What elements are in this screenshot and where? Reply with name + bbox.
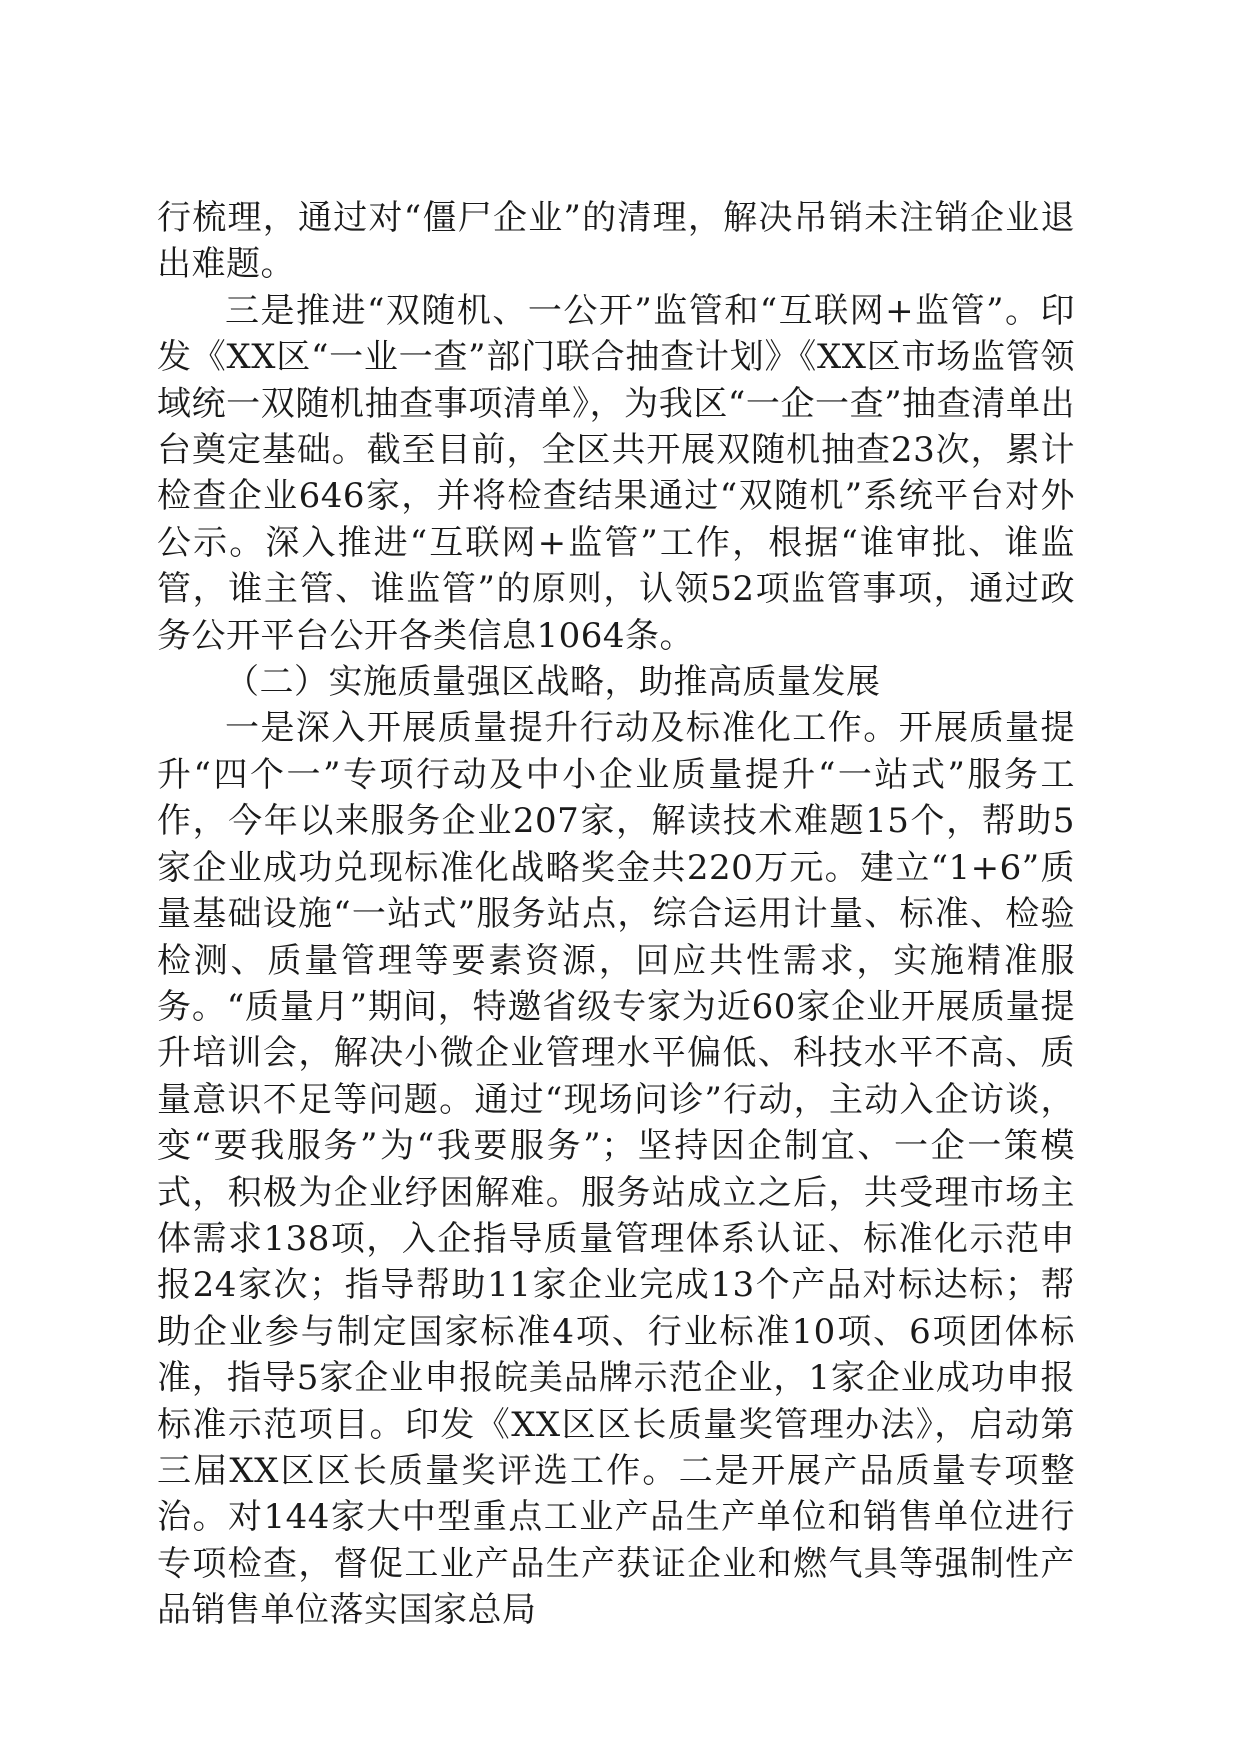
paragraph-continuation: 行梳理，通过对“僵尸企业”的清理，解决吊销未注销企业退出难题。 [157,198,1075,285]
document-body [157,195,1075,1634]
section-heading: （二）实施质量强区战略，助推高质量发展 [225,662,881,703]
paragraph-double-random-supervision: 三是推进“双随机、一公开”监管和“互联网+监管”。印发《XX区“一业一查”部门联合抽查计划》《XX区市场监管领域统一双随机抽查事项清单》，为我区“一企一查”抽查清单出台奠定基础。截至目前，全区共开展双随机抽查23次，累计检查企业646家，并将检查结果通过“双随机”系统平台对外公示。深入推进“互联网+监管”工作，根据“谁审批、谁监管，谁主管、谁监管”的原则，认领52项监管事项，通过政务公开平台公开各类信息1064条。 [157,290,1075,656]
paragraph-quality-improvement: 一是深入开展质量提升行动及标准化工作。开展质量提升“四个一”专项行动及中小企业质量提升“一站式”服务工作，今年以来服务企业207家，解读技术难题15个，帮助5家企业成功兑现标准化战略奖金共220万元。建立“1+6”质量基础设施“一站式”服务站点，综合运用计量、标准、检验检测、质量管理等要素资源，回应共性需求，实施精准服务。“质量月”期间，特邀省级专家为近60家企业开展质量提升培训会，解决小微企业管理水平偏低、科技水平不高、质量意识不足等问题。通过“现场问诊”行动，主动入企访谈，变“要我服务”为“我要服务”；坚持因企制宜、一企一策模式，积极为企业纾困解难。服务站成立之后，共受理市场主体需求138项，入企指导质量管理体系认证、标准化示范申报24家次；指导帮助11家企业完成13个产品对标达标；帮助企业参与制定国家标准4项、行业标准10项、6项团体标准，指导5家企业申报皖美品牌示范企业，1家企业成功申报标准示范项目。印发《XX区区长质量奖管理办法》，启动第三届XX区区长质量奖评选工作。二是开展产品质量专项整治。对144家大中型重点工业产品生产单位和销售单位进行专项检查，督促工业产品生产获证企业和燃气具等强制性产品销售单位落实国家总局 [157,708,1075,1631]
